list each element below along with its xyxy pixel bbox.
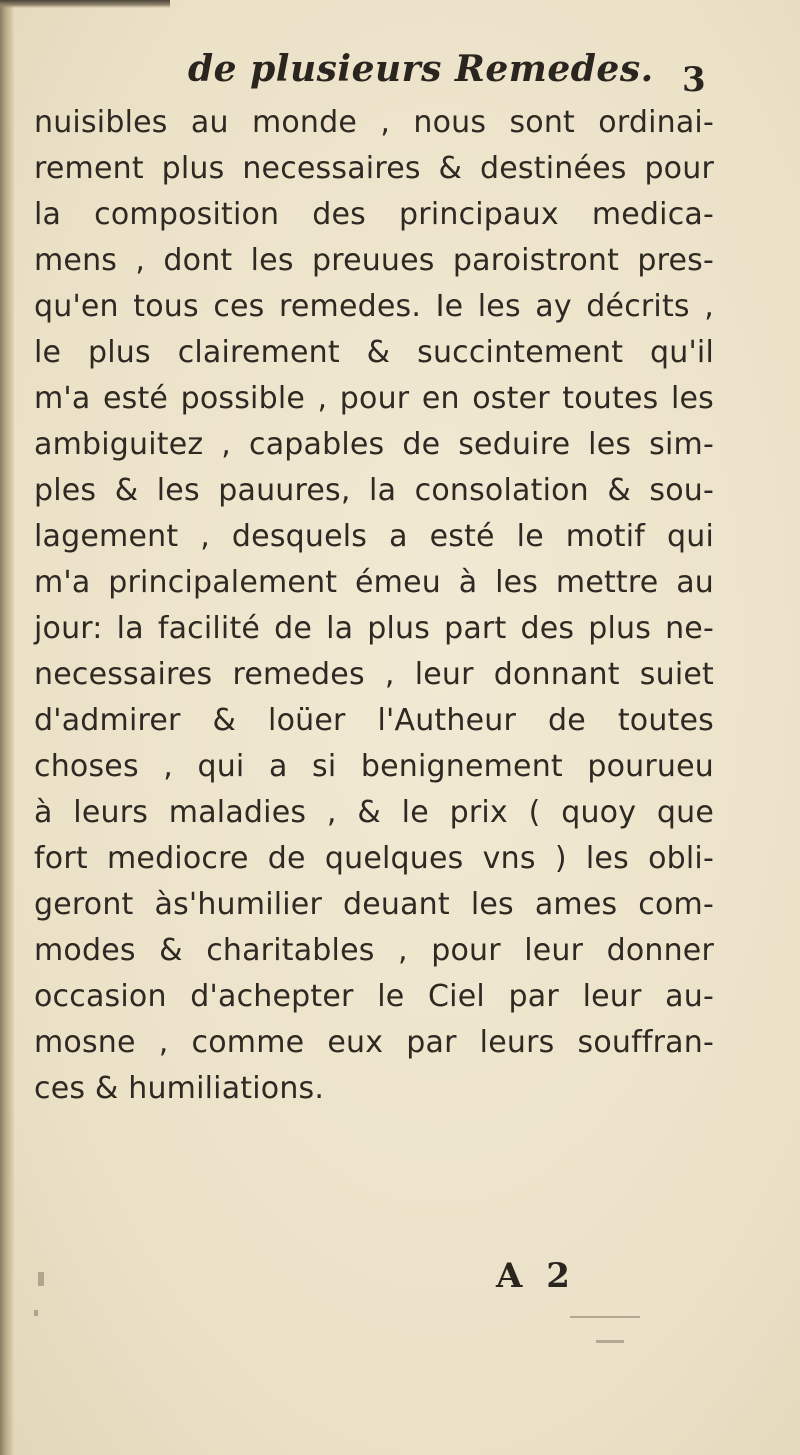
text-line: ples & les pauures, la consolation & sou- [34,473,714,508]
text-line: la composition des principaux medica- [34,197,714,232]
text-line: ambiguitez , capables de seduire les sim- [34,427,714,462]
text-line: m'a esté possible , pour en oster toutes les [34,381,714,416]
text-line: nuisibles au monde , nous sont ordinai- [34,105,714,140]
text-line: qu'en tous ces remedes. Ie les ay décrits , [34,289,714,324]
text-line: jour: la facilité de la plus part des plus ne- [34,611,714,646]
text-line: rement plus necessaires & destinées pour [34,151,714,186]
text-line: d'admirer & loüer l'Autheur de toutes [34,703,714,738]
ink-speck [34,1310,38,1316]
page-top-edge [0,0,170,8]
text-line: geront às'humilier deuant les ames com- [34,887,714,922]
signature-mark: A 2 [496,1256,576,1296]
text-line: modes & charitables , pour leur donner [34,933,714,968]
body-text [34,100,714,1112]
ink-speck [596,1340,624,1343]
text-line: occasion d'achepter le Ciel par leur au- [34,979,714,1014]
running-head [0,40,800,100]
running-title: de plusieurs Remedes. [188,48,654,90]
page-number: 3 [682,60,706,100]
text-line: lagement , desquels a esté le motif qui [34,519,714,554]
text-line: choses , qui a si benignement pourueu [34,749,714,784]
binding-edge [0,0,14,1455]
text-line: mens , dont les preuues paroistront pres- [34,243,714,278]
text-line: le plus clairement & succintement qu'il [34,335,714,370]
ink-speck [570,1316,640,1318]
text-line: mosne , comme eux par leurs souffran- [34,1025,714,1060]
ink-speck [38,1272,44,1286]
text-line: necessaires remedes , leur donnant suiet [34,657,714,692]
text-line: fort mediocre de quelques vns ) les obli- [34,841,714,876]
text-line: ces & humiliations. [34,1071,325,1106]
text-line: m'a principalement émeu à les mettre au [34,565,714,600]
text-line: à leurs maladies , & le prix ( quoy que [34,795,714,830]
